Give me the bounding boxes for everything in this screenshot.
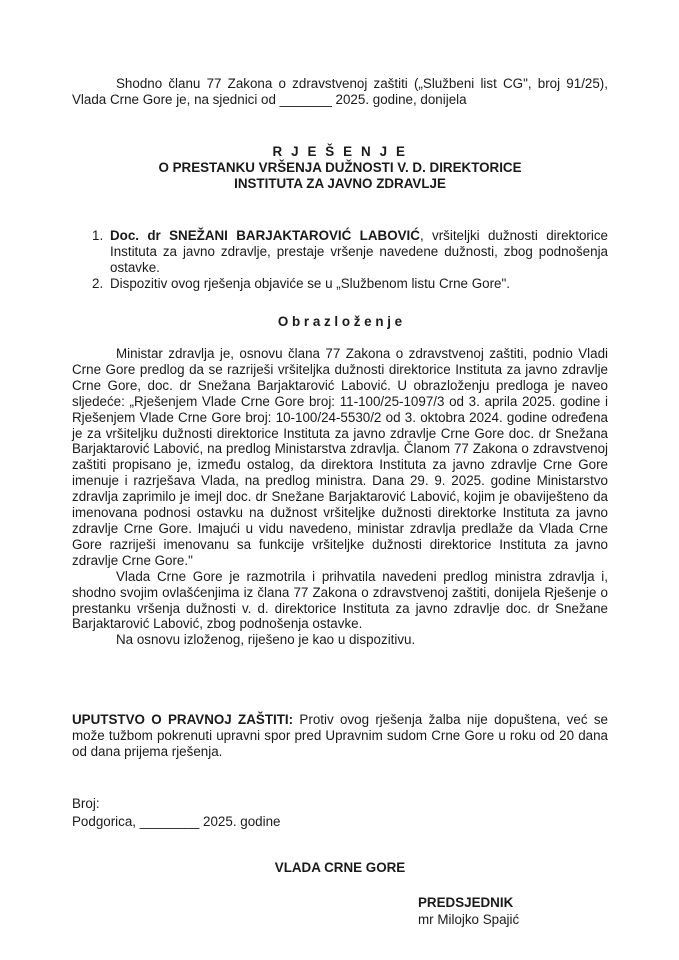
item-number: 2. (92, 275, 104, 291)
item-bold-text: Doc. dr SNEŽANI BARJAKTAROVIĆ LABOVIĆ (110, 228, 420, 243)
item-number: 1. (92, 228, 104, 243)
signatory-name: mr Milojko Spajić (418, 912, 520, 927)
paragraph: Vlada Crne Gore je razmotrila i prihvatila navedeni predlog ministra zdravlja i, shodno svojim ovlašćenjima iz člana 77 Zakona o zdravstvenoj zaštiti, donijela Rješenje o prestanku vršenja dužnosti v. d. direktorice Instituta za javno zdravlje doc. dr Snežane Barjaktarović Labović, zbog podnošenja ostavke. (72, 568, 608, 632)
obrazlozenje-body (72, 346, 608, 648)
dispositive-item (72, 276, 608, 292)
intro-paragraph: Shodno članu 77 Zakona o zdravstvenoj zaštiti („Službeni list CG", broj 91/25), Vlada Crne Gore je, na sjednici od _______ 2025. godine, donijela (72, 76, 608, 107)
item-text: , vršiteljki dužnosti direktorice Instituta za javno zdravlje, prestaje vršenje navedene dužnosti, zbog podnošenja ostavke. (110, 228, 608, 275)
item-text: Dispozitiv ovog rješenja objaviće se u „Službenom listu Crne Gore". (110, 275, 510, 291)
place-date: Podgorica, ________ 2025. godine (72, 814, 281, 829)
obrazlozenje-heading: O b r a z l o ž e n j e (277, 314, 403, 329)
title-line-1: R J E Š E N J E (272, 144, 408, 159)
title-line-3: INSTITUTA ZA JAVNO ZDRAVLJE (234, 175, 446, 191)
signatory-role: PREDSJEDNIK (418, 895, 514, 910)
paragraph: Ministar zdravlja je, osnovu člana 77 Zakona o zdravstvenoj zaštiti, podnio Vladi Crne Gore predlog da se razriješi vršiteljka dužnosti direktorice Instituta za javno zdravlje Crne Gore, doc. dr Snežana Barjaktarović Labović. U obrazloženju predloga je naveo sljedeće: „Rješenjem Vlade Crne Gore broj: 11-100/25-1097/3 od 3. aprila 2025. godine i Rješenjem Vlade Crne Gore broj: 10-100/24-5530/2 od 3. oktobra 2024. godine određena je za vršiteljku dužnosti direktorice Instituta za javno zdravlje Crne Gore doc. dr Snežana Barjaktarović Labović, na predlog Ministarstva zdravlja. Članom 77 Zakona o zdravstvenoj zaštiti propisano je, između ostalog, da direktora Instituta za javno zdravlje Crne Gore imenuje i razrješava Vlada, na predlog ministra. Dana 29. 9. 2025. godine Ministarstvo zdravlja zaprimilo je imejl doc. dr Snežane Barjaktarović Labović, kojim je obaviješteno da imenovana podnosi ostavku na dužnost vršiteljke dužnosti direktorke Instituta za javno zdravlje Crne Gore. Imajući u vidu navedeno, ministar zdravlja predlaže da Vlada Crne Gore razriješi imenovanu sa funkcije vršiteljke dužnosti direktorice Instituta za javno zdravlje Crne Gore." (72, 346, 608, 568)
legal-remedy-label: UPUTSTVO O PRAVNOJ ZAŠTITI: (72, 712, 294, 727)
government-name: VLADA CRNE GORE (274, 860, 406, 875)
legal-remedy-text: Protiv ovog rješenja žalba nije dopuštena, već se može tužbom pokrenuti upravni spor pred Upravnim sudom Crne Gore u roku od 20 dana od dana prijema rješenja. (72, 712, 608, 759)
document-title (72, 144, 608, 192)
title-line-2: O PRESTANKU VRŠENJA DUŽNOSTI V. D. DIREKTORICE (158, 159, 522, 175)
legal-remedy-notice (72, 712, 608, 760)
broj-label: Broj: (72, 796, 100, 811)
dispositive-item (72, 228, 608, 276)
paragraph: Na osnovu izloženog, riješeno je kao u dispozitivu. (116, 632, 416, 648)
dispositive-list (72, 228, 608, 292)
